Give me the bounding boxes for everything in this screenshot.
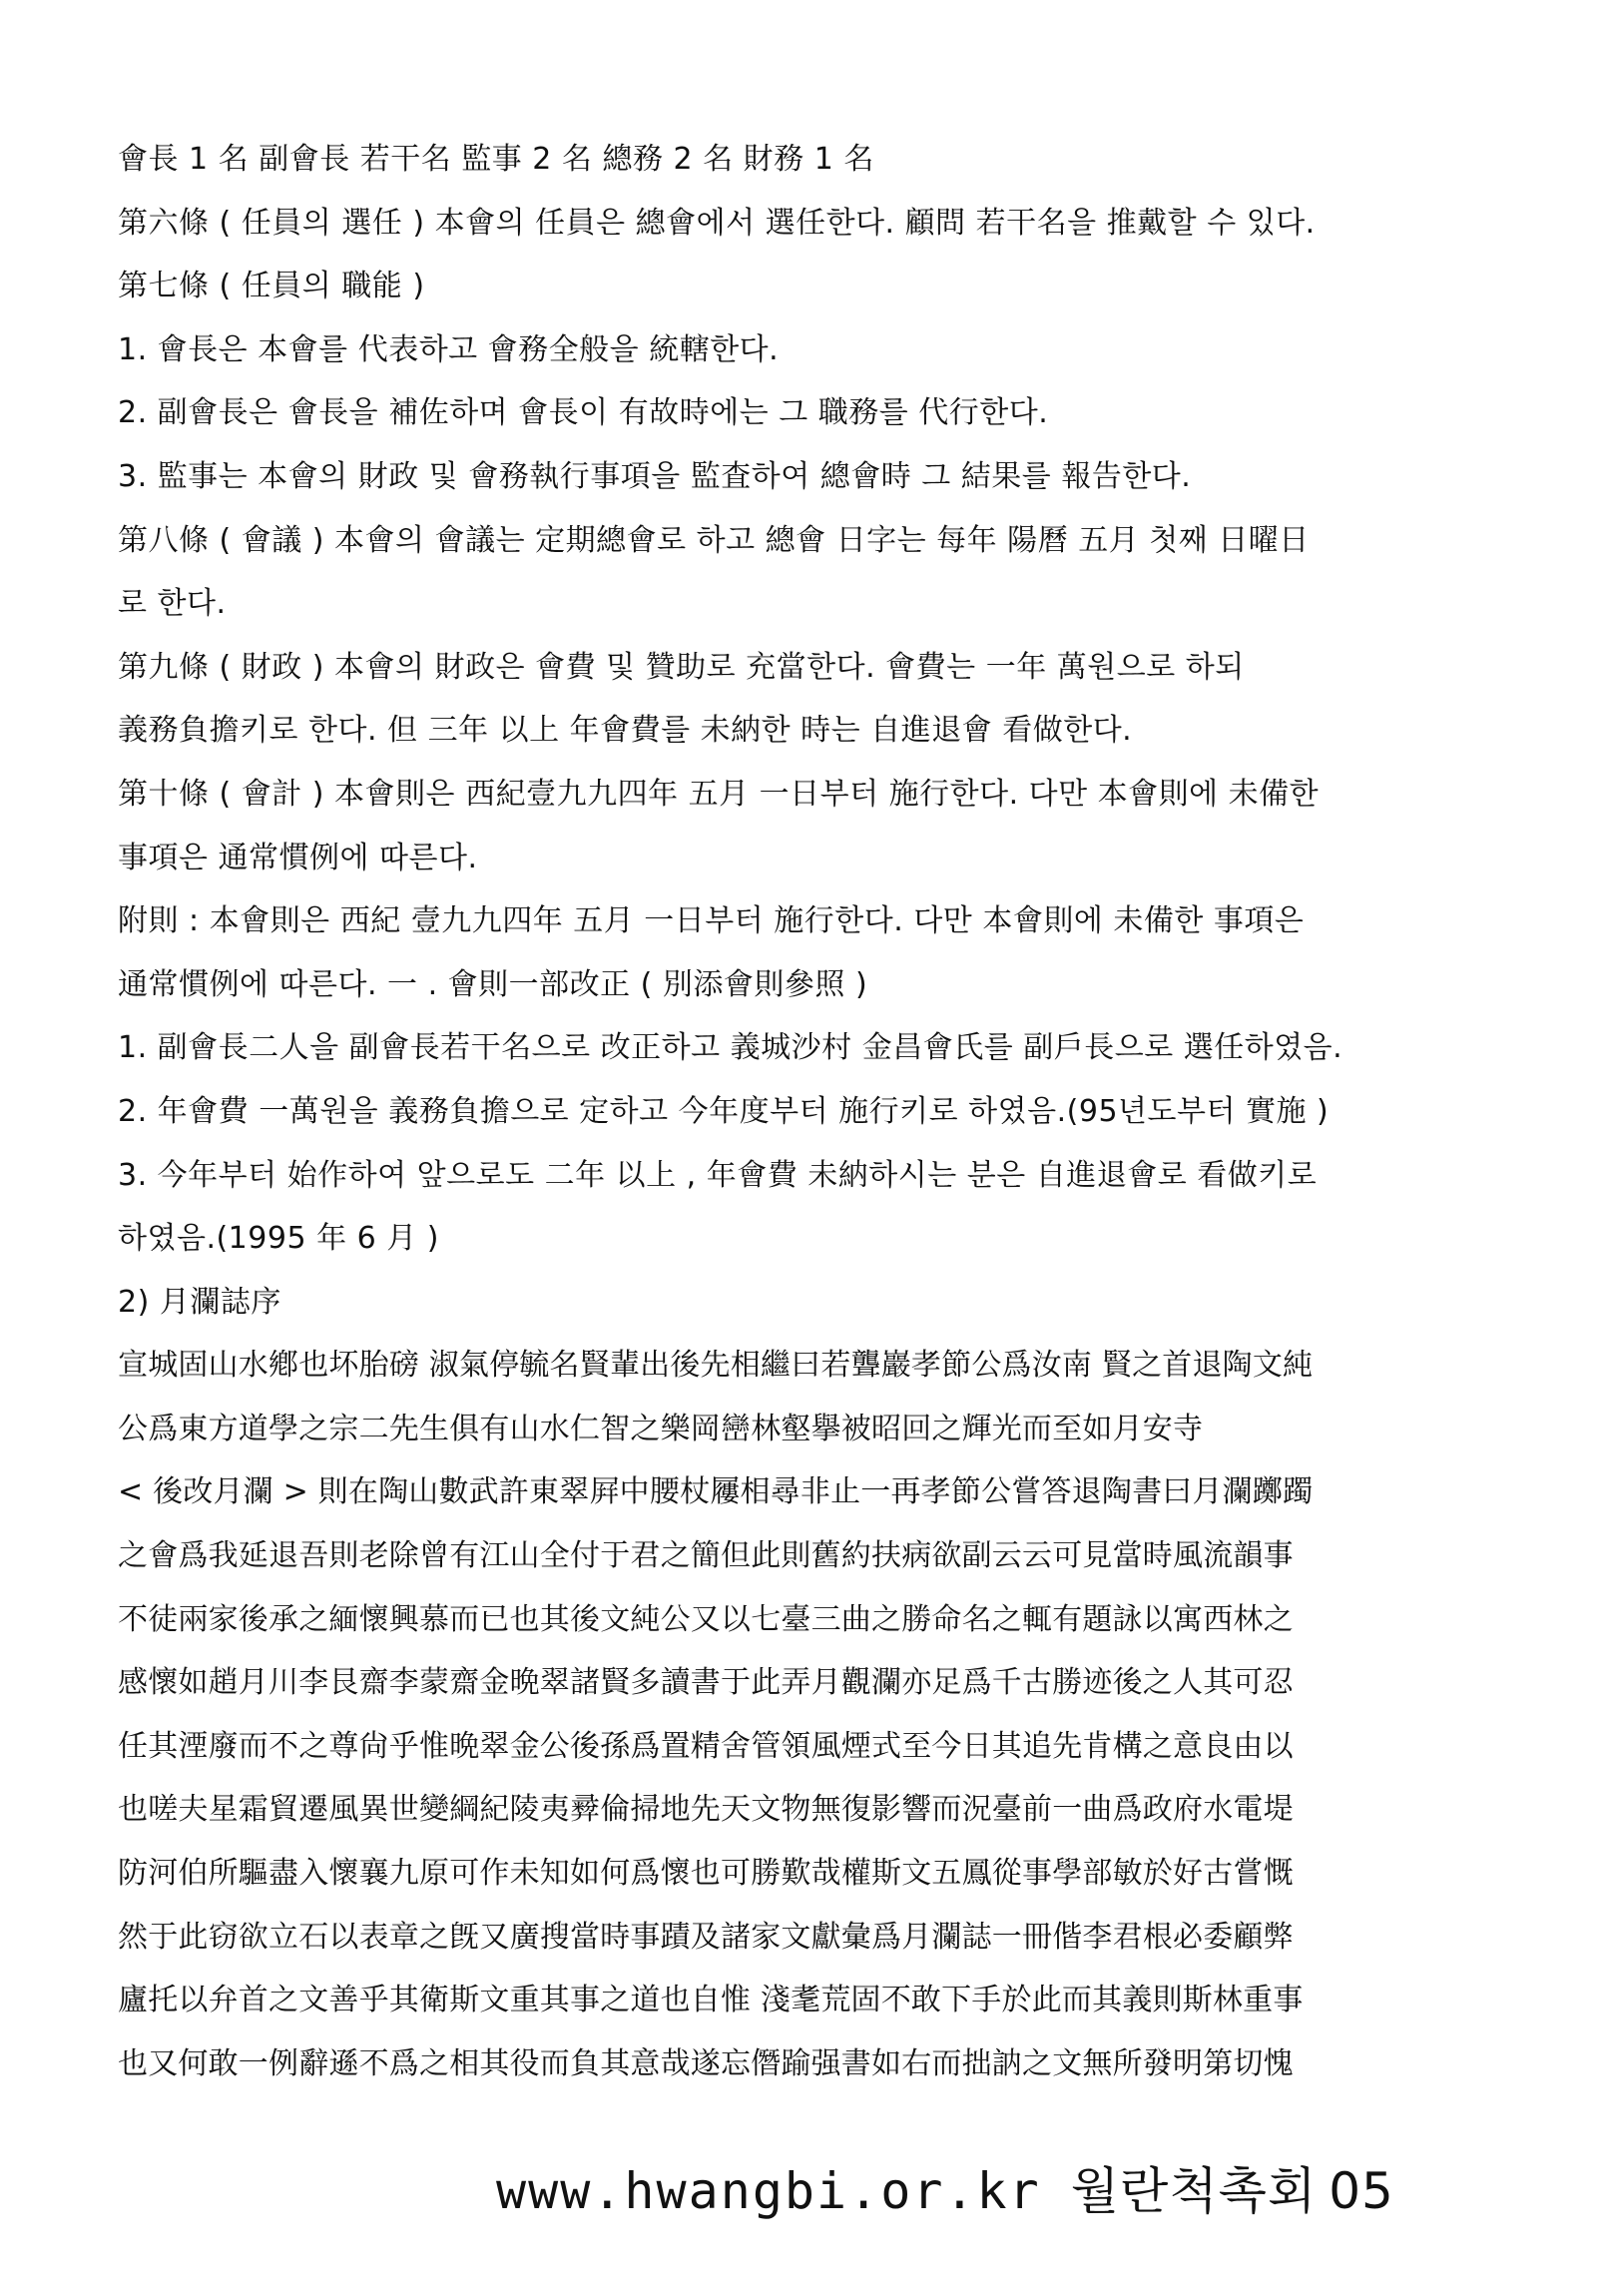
text-line: 第八條 ( 會議 ) 本會의 會議는 定期總會로 하고 總會 日字는 每年 陽曆 五月 첫째 日曜日 (118, 522, 1310, 558)
page-number: 05 (1329, 2162, 1394, 2220)
text-line: 感懷如趙月川李艮齋李蒙齋金晩翠諸賢多讀書于此弄月觀瀾亦足爲千古勝迹後之人其可忍 (118, 1665, 1294, 1701)
text-line: 義務負擔키로 한다. 但 三年 以上 年會費를 未納한 時는 自進退會 看做한다. (118, 713, 1133, 749)
text-line: 3. 今年부터 始作하여 앞으로도 二年 以上 , 年會費 未納하시는 분은 自進退會로 看做키로 (118, 1157, 1318, 1193)
text-line: 會長 1 名 副會長 若干名 監事 2 名 總務 2 名 財務 1 名 (118, 142, 874, 177)
text-line: 防河伯所驅盡入懷襄九原可作未知如何爲懷也可勝歎哉權斯文五鳳從事學部敏於好古嘗慨 (118, 1856, 1294, 1892)
text-line: 1. 副會長二人을 副會長若干名으로 改正하고 義城沙村 金昌會氏를 副戶長으로 選任하였음. (118, 1030, 1343, 1066)
text-line: 也又何敢一例辭遜不爲之相其役而負其意哉遂忘僭踰强書如右而拙訥之文無所發明第切愧 (118, 2045, 1294, 2081)
text-line: 通常慣例에 따른다. 一 . 會則一部改正 ( 別添會則參照 ) (118, 966, 868, 1002)
text-line: 1. 會長은 本會를 代表하고 會務全般을 統轄한다. (118, 331, 780, 367)
text-line: 事項은 通常慣例에 따른다. (118, 840, 478, 875)
text-line: 2. 年會費 一萬원을 義務負擔으로 定하고 今年度부터 施行키로 하였음.(95년도부터 實施 ) (118, 1093, 1330, 1129)
section-heading: 2) 月瀾誌序 (118, 1284, 281, 1320)
text-line: 不徒兩家後承之緬懷興慕而已也其後文純公又以七臺三曲之勝命名之輒有題詠以寓西林之 (118, 1601, 1294, 1637)
text-line: 之會爲我延退吾則老除曾有江山全付于君之簡但此則舊約扶病欲副云云可見當時風流韻事 (118, 1538, 1294, 1574)
text-line: < 後改月瀾 > 則在陶山數武許東翠屛中腰杖屨相尋非止一再孝節公嘗答退陶書曰月瀾躑躅 (118, 1474, 1314, 1510)
page-footer (496, 2161, 1394, 2221)
footer-site-name: 월란척촉회 (1070, 2162, 1318, 2220)
text-line: 然于此窃欲立石以表章之旣又廣搜當時事蹟及諸家文獻彙爲月瀾誌一冊偕李君根必委顧弊 (118, 1919, 1294, 1955)
text-line: 2. 副會長은 會長을 補佐하며 會長이 有故時에는 그 職務를 代行한다. (118, 395, 1049, 431)
document-body (118, 128, 1585, 2095)
text-line: 하였음.(1995 年 6 月 ) (118, 1221, 439, 1257)
text-line: 附則 : 本會則은 西紀 壹九九四年 五月 一日부터 施行한다. 다만 本會則에 未備한 事項은 (118, 903, 1305, 939)
text-line: 宣城固山水鄕也坏胎磅 淑氣停毓名賢輩出後先相繼曰若聾巖孝節公爲汝南 賢之首退陶文純 (118, 1348, 1314, 1384)
text-line: 公爲東方道學之宗二先生俱有山水仁智之樂岡巒林壑擧被昭回之輝光而至如月安寺 (118, 1411, 1204, 1446)
text-line: 第七條 ( 任員의 職能 ) (118, 269, 425, 304)
text-line: 로 한다. (118, 586, 227, 622)
text-line: 任其湮廢而不之尊尙乎惟晩翠金公後孫爲置精舍管領風煙式至今日其追先肯構之意良由以 (118, 1728, 1294, 1764)
footer-url: www.hwangbi.or.kr (496, 2162, 1041, 2220)
text-line: 第十條 ( 會計 ) 本會則은 西紀壹九九四年 五月 一日부터 施行한다. 다만 本會則에 未備한 (118, 776, 1320, 812)
text-line: 第九條 ( 財政 ) 本會의 財政은 會費 및 贊助로 充當한다. 會費는 一年 萬원으로 하되 (118, 649, 1245, 685)
text-line: 第六條 ( 任員의 選任 ) 本會의 任員은 總會에서 選任한다. 顧問 若干名을 推戴할 수 있다. (118, 205, 1316, 241)
text-line: 廬托以弁首之文善乎其衛斯文重其事之道也自惟 淺耄荒固不敢下手於此而其義則斯林重事 (118, 1983, 1304, 2018)
text-line: 也嗟夫星霜貿遷風異世變綱紀陵夷彛倫掃地先天文物無復影響而況臺前一曲爲政府水電堤 (118, 1792, 1294, 1828)
text-line: 3. 監事는 本會의 財政 및 會務執行事項을 監査하여 總會時 그 結果를 報告한다. (118, 458, 1192, 494)
